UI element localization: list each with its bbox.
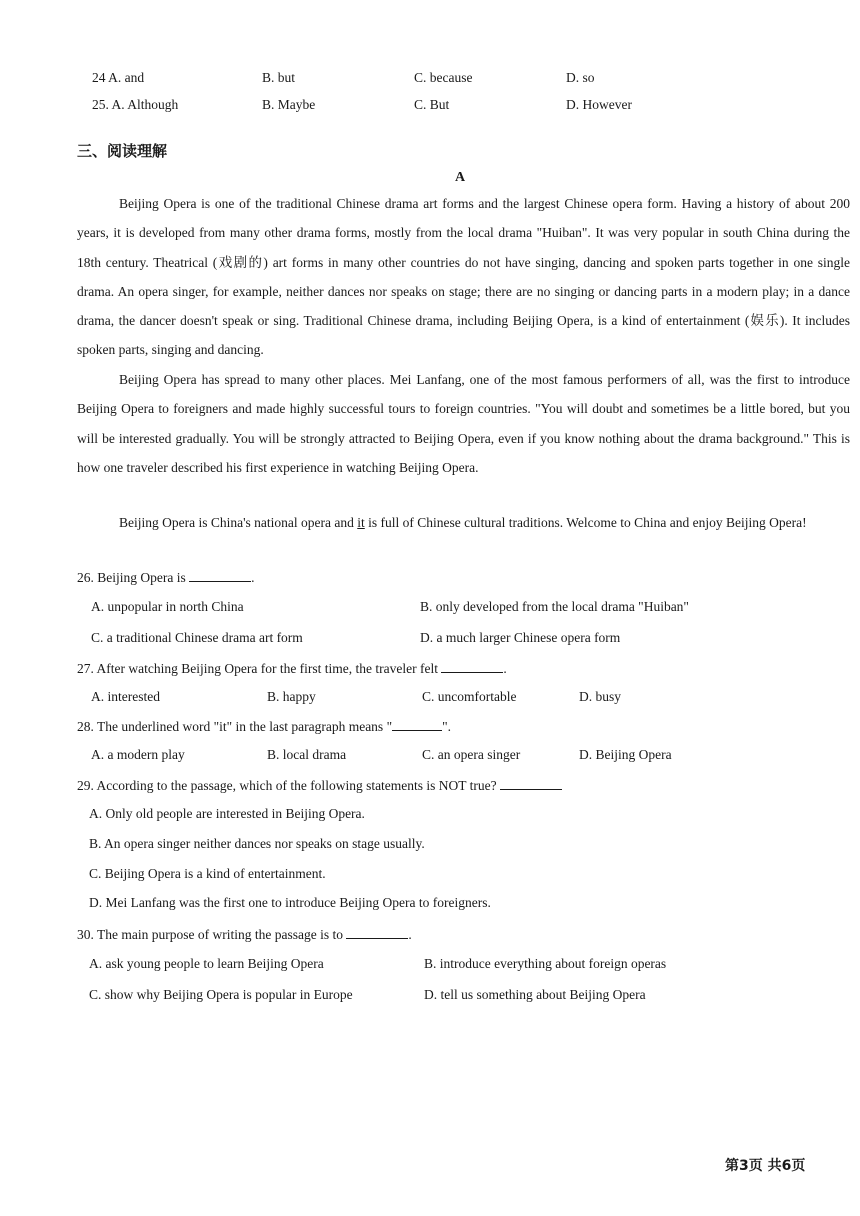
q27-option-d: D. busy: [579, 689, 622, 704]
question-26: 26. Beijing Opera is .: [77, 570, 255, 585]
q27-option-a: A. interested: [91, 689, 160, 704]
q29-option-c: C. Beijing Opera is a kind of entertainment.: [89, 866, 326, 881]
page-number: 第3页 共6页: [725, 1158, 806, 1174]
q30-option-b: B. introduce everything about foreign operas: [424, 956, 667, 971]
q26-option-b: B. only developed from the local drama "Huiban": [420, 599, 689, 614]
option-25-b: B. Maybe: [262, 97, 316, 112]
answer-blank: [441, 660, 503, 673]
option-25-a: 25. A. Although: [92, 97, 179, 112]
q29-option-a: A. Only old people are interested in Beijing Opera.: [89, 806, 365, 821]
q26-option-c: C. a traditional Chinese drama art form: [91, 630, 303, 645]
q26-option-a: A. unpopular in north China: [91, 599, 244, 614]
q30-option-c: C. show why Beijing Opera is popular in Europe: [89, 987, 353, 1002]
q30-option-d: D. tell us something about Beijing Opera: [424, 987, 646, 1002]
option-25-c: C. But: [414, 97, 450, 112]
q27-option-c: C. uncomfortable: [422, 689, 517, 704]
option-24-c: C. because: [414, 70, 473, 85]
option-25-d: D. However: [566, 97, 632, 112]
question-30: 30. The main purpose of writing the passage is to .: [77, 927, 412, 942]
q28-option-d: D. Beijing Opera: [579, 747, 672, 762]
q27-option-b: B. happy: [267, 689, 316, 704]
passage-paragraph-2: Beijing Opera has spread to many other places. Mei Lanfang, one of the most famous performers of all, was the first to introduce Beijing Opera to foreigners and made highly successful tours to foreign countries. "You will doubt and sometimes be a little bored, but you will be interested gradually. You will be strongly attracted to Beijing Opera, even if you know nothing about the drama background." This is how one traveler described his first experience in watching Beijing Opera.: [77, 372, 850, 475]
passage-label: A: [454, 170, 466, 185]
passage-paragraph-1: Beijing Opera is one of the traditional Chinese drama art forms and the largest Chinese opera form. Having a history of about 200 years, it is developed from many other drama forms, mostly from the local drama "Huiban". It was very popular in south China during the 18th century. Theatrical (戏剧的) art forms in many other countries do not have singing, dancing and spoken parts together in one single drama. An opera singer, for example, neither dances nor speaks on stage; there are no singing or dancing parts in a modern play; in a dance drama, the dancer doesn't speak or sing. Traditional Chinese drama, including Beijing Opera, is a kind of entertainment (娱乐). It includes spoken parts, singing and dancing.: [77, 196, 850, 358]
question-28: 28. The underlined word "it" in the last paragraph means " ".: [77, 719, 451, 734]
underlined-word: it: [357, 515, 365, 530]
q29-option-d: D. Mei Lanfang was the first one to introduce Beijing Opera to foreigners.: [89, 895, 491, 910]
option-24-a: 24 A. and: [92, 70, 145, 85]
q26-option-d: D. a much larger Chinese opera form: [420, 630, 621, 645]
answer-blank: [392, 718, 442, 731]
answer-blank: [500, 777, 562, 790]
question-29: 29. According to the passage, which of the following statements is NOT true?: [77, 777, 562, 794]
passage-paragraph-3: Beijing Opera is China's national opera and it is full of Chinese cultural traditions. Welcome to China and enjoy Beijing Opera!: [119, 515, 807, 530]
option-24-d: D. so: [566, 70, 595, 85]
q29-option-b: B. An opera singer neither dances nor speaks on stage usually.: [89, 836, 425, 851]
q30-option-a: A. ask young people to learn Beijing Opera: [89, 956, 324, 971]
answer-blank: [346, 926, 408, 939]
section-heading: 三、阅读理解: [77, 142, 168, 160]
question-27: 27. After watching Beijing Opera for the first time, the traveler felt .: [77, 661, 507, 676]
q28-option-c: C. an opera singer: [422, 747, 521, 762]
q28-option-b: B. local drama: [267, 747, 347, 762]
answer-blank: [189, 569, 251, 582]
option-24-b: B. but: [262, 70, 296, 85]
q28-option-a: A. a modern play: [91, 747, 185, 762]
